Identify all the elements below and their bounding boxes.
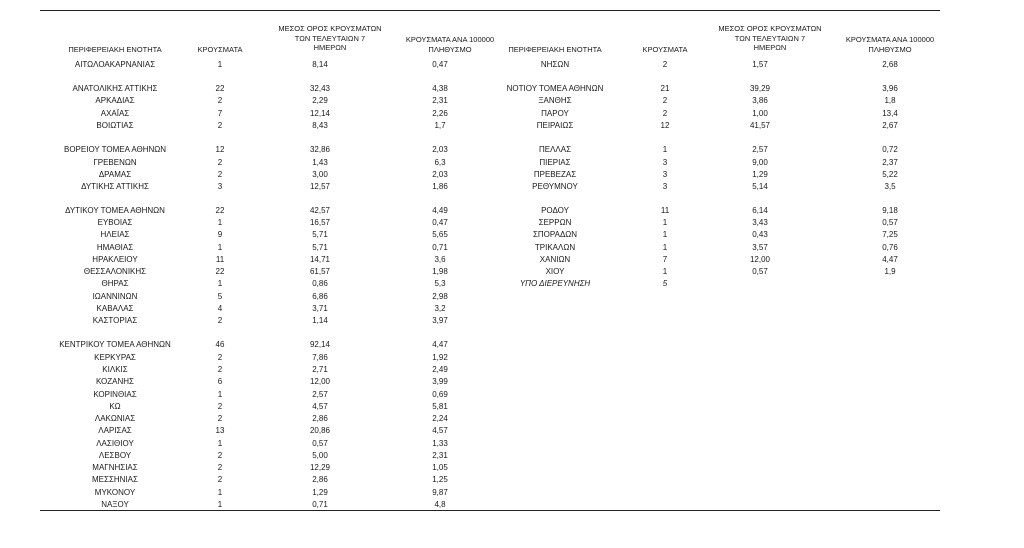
row-cases-per-100000: 2,24 (432, 414, 448, 423)
row-cases-per-100000: 5,81 (432, 402, 448, 411)
row-cases-per-100000: 2,26 (432, 109, 448, 118)
row-seven-day-average: 12,29 (309, 463, 331, 472)
row-seven-day-average: 0,43 (752, 230, 768, 239)
row-region-name: ΑΡΚΑΔΙΑΣ (95, 96, 135, 105)
row-cases-per-100000: 2,98 (432, 292, 448, 301)
row-cases-per-100000: 1,86 (432, 182, 448, 191)
row-region-name: ΠΙΕΡΙΑΣ (539, 158, 571, 167)
row-cases: 1 (217, 218, 223, 227)
row-seven-day-average: 2,86 (312, 475, 328, 484)
row-cases: 1 (217, 60, 223, 69)
row-region-name: ΘΗΡΑΣ (101, 279, 129, 288)
row-cases: 1 (217, 439, 223, 448)
row-cases: 2 (217, 353, 223, 362)
row-region-name: ΑΙΤΩΛΟΑΚΑΡΝΑΝΙΑΣ (74, 60, 156, 69)
row-cases: 13 (215, 426, 225, 435)
row-region-name: ΜΑΓΝΗΣΙΑΣ (92, 463, 138, 472)
row-region-name: ΑΝΑΤΟΛΙΚΗΣ ΑΤΤΙΚΗΣ (72, 84, 158, 93)
row-cases: 2 (217, 316, 223, 325)
row-cases-per-100000: 1,05 (432, 463, 448, 472)
row-cases-per-100000: 2,37 (882, 158, 898, 167)
row-region-name: ΒΟΙΩΤΙΑΣ (96, 121, 134, 130)
row-cases: 1 (217, 488, 223, 497)
left-header-avg (265, 24, 395, 53)
row-cases-per-100000: 0,69 (432, 390, 448, 399)
row-cases-per-100000: 2,49 (432, 365, 448, 374)
row-seven-day-average: 5,71 (312, 230, 328, 239)
row-seven-day-average: 39,29 (749, 84, 771, 93)
right-header-cases: ΚΡΟΥΣΜΑΤΑ (642, 45, 688, 54)
row-region-name: ΝΑΞΟΥ (101, 500, 129, 509)
row-seven-day-average: 0,57 (752, 267, 768, 276)
row-cases: 11 (660, 206, 670, 215)
row-region-name: ΛΕΣΒΟΥ (98, 451, 132, 460)
row-cases-per-100000: 5,22 (882, 170, 898, 179)
row-region-name: ΞΑΝΘΗΣ (538, 96, 572, 105)
row-region-name: ΔΥΤΙΚΗΣ ΑΤΤΙΚΗΣ (81, 182, 149, 191)
row-cases-per-100000: 9,87 (432, 488, 448, 497)
row-seven-day-average: 2,29 (312, 96, 328, 105)
row-cases: 9 (217, 230, 223, 239)
row-cases: 1 (217, 279, 223, 288)
header-per100k-line-2: ΠΛΗΘΥΣΜΟ (428, 44, 472, 54)
row-cases-per-100000: 6,3 (434, 158, 446, 167)
row-seven-day-average: 4,57 (312, 402, 328, 411)
row-region-name: ΠΑΡΟΥ (541, 109, 569, 118)
row-seven-day-average: 1,29 (752, 170, 768, 179)
row-region-name: ΔΥΤΙΚΟΥ ΤΟΜΕΑ ΑΘΗΝΩΝ (65, 206, 165, 215)
row-cases: 5 (662, 279, 668, 288)
row-region-name: ΕΥΒΟΙΑΣ (97, 218, 133, 227)
right-header-region: ΠΕΡΙΦΕΡΕΙΑΚΗ ΕΝΟΤΗΤΑ (508, 45, 602, 54)
row-seven-day-average: 32,43 (309, 84, 331, 93)
row-cases-per-100000: 3,6 (434, 255, 446, 264)
header-avg-line-3: ΗΜΕΡΩΝ (753, 43, 787, 52)
row-seven-day-average: 9,00 (752, 158, 768, 167)
row-seven-day-average: 20,86 (309, 426, 331, 435)
row-seven-day-average: 2,71 (312, 365, 328, 374)
row-cases-per-100000: 7,25 (882, 230, 898, 239)
row-cases-per-100000: 0,76 (882, 243, 898, 252)
row-seven-day-average: 1,14 (312, 316, 328, 325)
row-cases-per-100000: 13,4 (882, 109, 898, 118)
row-region-name: ΥΠΟ ΔΙΕΡΕΥΝΗΣΗ (519, 279, 591, 288)
row-region-name: ΡΕΘΥΜΝΟΥ (532, 182, 578, 191)
row-cases-per-100000: 9,18 (882, 206, 898, 215)
row-region-name: ΓΡΕΒΕΝΩΝ (93, 158, 137, 167)
row-cases-per-100000: 3,97 (432, 316, 448, 325)
row-seven-day-average: 6,86 (312, 292, 328, 301)
row-region-name: ΤΡΙΚΑΛΩΝ (534, 243, 576, 252)
row-seven-day-average: 2,57 (752, 145, 768, 154)
row-cases: 2 (217, 414, 223, 423)
row-cases: 1 (662, 230, 668, 239)
row-seven-day-average: 41,57 (749, 121, 771, 130)
row-region-name: ΔΡΑΜΑΣ (98, 170, 132, 179)
row-cases-per-100000: 1,25 (432, 475, 448, 484)
header-avg-line-2: ΤΩΝ ΤΕΛΕΥΤΑΙΩΝ 7 (734, 33, 806, 43)
row-cases-per-100000: 3,2 (434, 304, 446, 313)
row-cases: 22 (215, 84, 225, 93)
row-seven-day-average: 0,71 (312, 500, 328, 509)
row-seven-day-average: 16,57 (309, 218, 331, 227)
row-seven-day-average: 5,71 (312, 243, 328, 252)
row-cases: 2 (217, 463, 223, 472)
row-cases: 6 (217, 377, 223, 386)
row-seven-day-average: 8,14 (312, 60, 328, 69)
row-cases: 3 (662, 170, 668, 179)
row-region-name: ΠΕΛΛΑΣ (538, 145, 572, 154)
row-seven-day-average: 3,00 (312, 170, 328, 179)
row-seven-day-average: 12,14 (309, 109, 331, 118)
row-seven-day-average: 1,43 (312, 158, 328, 167)
row-cases-per-100000: 0,47 (432, 218, 448, 227)
row-cases-per-100000: 1,9 (884, 267, 896, 276)
row-seven-day-average: 32,86 (309, 145, 331, 154)
row-cases: 22 (215, 206, 225, 215)
row-cases-per-100000: 3,5 (884, 182, 896, 191)
row-cases: 3 (217, 182, 223, 191)
header-avg-line-3: ΗΜΕΡΩΝ (313, 43, 347, 52)
row-seven-day-average: 7,86 (312, 353, 328, 362)
row-cases: 4 (217, 304, 223, 313)
row-cases-per-100000: 1,7 (434, 121, 446, 130)
row-cases-per-100000: 0,71 (432, 243, 448, 252)
row-seven-day-average: 14,71 (309, 255, 331, 264)
header-per100k-line-2: ΠΛΗΘΥΣΜΟ (868, 44, 912, 54)
row-region-name: ΜΕΣΣΗΝΙΑΣ (92, 475, 138, 484)
row-cases: 2 (217, 402, 223, 411)
row-region-name: ΡΟΔΟΥ (541, 206, 569, 215)
row-cases-per-100000: 5,3 (434, 279, 446, 288)
row-cases-per-100000: 4,47 (882, 255, 898, 264)
row-seven-day-average: 92,14 (309, 340, 331, 349)
row-seven-day-average: 0,57 (312, 439, 328, 448)
row-region-name: ΚΩ (109, 402, 121, 411)
row-cases: 12 (660, 121, 670, 130)
row-seven-day-average: 2,86 (312, 414, 328, 423)
row-cases: 1 (217, 390, 223, 399)
row-region-name: ΝΗΣΩΝ (540, 60, 570, 69)
row-cases: 1 (217, 500, 223, 509)
row-cases: 2 (217, 96, 223, 105)
row-cases-per-100000: 4,38 (432, 84, 448, 93)
row-cases-per-100000: 4,49 (432, 206, 448, 215)
row-cases-per-100000: 2,03 (432, 170, 448, 179)
row-cases: 1 (662, 218, 668, 227)
header-avg-line-1: ΜΕΣΟΣ ΟΡΟΣ ΚΡΟΥΣΜΑΤΩΝ (718, 24, 822, 33)
row-seven-day-average: 1,29 (312, 488, 328, 497)
row-cases: 1 (662, 145, 668, 154)
row-seven-day-average: 3,43 (752, 218, 768, 227)
row-region-name: ΑΧΑΪΑΣ (100, 109, 130, 118)
row-cases-per-100000: 4,47 (432, 340, 448, 349)
row-region-name: ΚΑΣΤΟΡΙΑΣ (92, 316, 138, 325)
row-cases-per-100000: 2,31 (432, 96, 448, 105)
row-region-name: ΣΕΡΡΩΝ (538, 218, 572, 227)
row-region-name: ΘΕΣΣΑΛΟΝΙΚΗΣ (83, 267, 147, 276)
row-cases-per-100000: 1,98 (432, 267, 448, 276)
row-cases: 3 (662, 182, 668, 191)
row-cases-per-100000: 4,8 (434, 500, 446, 509)
row-cases-per-100000: 3,96 (882, 84, 898, 93)
row-cases: 5 (217, 292, 223, 301)
row-region-name: ΚΟΖΑΝΗΣ (95, 377, 135, 386)
row-seven-day-average: 8,43 (312, 121, 328, 130)
row-cases: 22 (215, 267, 225, 276)
row-region-name: ΚΙΛΚΙΣ (102, 365, 128, 374)
row-region-name: ΙΩΑΝΝΙΝΩΝ (92, 292, 138, 301)
row-seven-day-average: 5,14 (752, 182, 768, 191)
table-bottom-rule (40, 510, 940, 511)
row-cases: 2 (217, 365, 223, 374)
row-cases: 1 (662, 243, 668, 252)
row-cases: 11 (215, 255, 225, 264)
row-region-name: ΛΑΣΙΘΙΟΥ (96, 439, 134, 448)
row-cases: 7 (217, 109, 223, 118)
row-cases: 2 (662, 60, 668, 69)
row-region-name: ΗΡΑΚΛΕΙΟΥ (92, 255, 138, 264)
row-seven-day-average: 3,71 (312, 304, 328, 313)
row-cases: 1 (662, 267, 668, 276)
row-cases: 2 (662, 109, 668, 118)
row-cases: 7 (662, 255, 668, 264)
row-seven-day-average: 6,14 (752, 206, 768, 215)
row-region-name: ΧΙΟΥ (545, 267, 565, 276)
row-region-name: ΜΥΚΟΝΟΥ (94, 488, 136, 497)
row-cases-per-100000: 5,65 (432, 230, 448, 239)
row-cases: 46 (215, 340, 225, 349)
row-cases-per-100000: 1,92 (432, 353, 448, 362)
header-avg-line-2: ΤΩΝ ΤΕΛΕΥΤΑΙΩΝ 7 (294, 33, 366, 43)
row-region-name: ΗΜΑΘΙΑΣ (96, 243, 134, 252)
row-seven-day-average: 1,00 (752, 109, 768, 118)
header-avg-line-1: ΜΕΣΟΣ ΟΡΟΣ ΚΡΟΥΣΜΑΤΩΝ (278, 24, 382, 33)
row-region-name: ΚΑΒΑΛΑΣ (96, 304, 134, 313)
row-seven-day-average: 12,00 (749, 255, 771, 264)
table-top-rule (40, 10, 940, 11)
row-cases: 2 (217, 451, 223, 460)
header-per100k-line-1: ΚΡΟΥΣΜΑΤΑ ΑΝΑ 100000 (405, 35, 495, 44)
row-region-name: ΠΕΙΡΑΙΩΣ (536, 121, 574, 130)
row-region-name: ΝΟΤΙΟΥ ΤΟΜΕΑ ΑΘΗΝΩΝ (506, 84, 604, 93)
row-cases-per-100000: 3,99 (432, 377, 448, 386)
row-seven-day-average: 61,57 (309, 267, 331, 276)
row-region-name: ΚΟΡΙΝΘΙΑΣ (93, 390, 137, 399)
row-region-name: ΧΑΝΙΩΝ (539, 255, 571, 264)
row-region-name: ΠΡΕΒΕΖΑΣ (533, 170, 577, 179)
row-cases: 2 (217, 475, 223, 484)
row-region-name: ΗΛΕΙΑΣ (100, 230, 130, 239)
row-cases-per-100000: 1,33 (432, 439, 448, 448)
row-region-name: ΣΠΟΡΑΔΩΝ (532, 230, 578, 239)
row-seven-day-average: 3,86 (752, 96, 768, 105)
right-header-per100k (825, 35, 955, 54)
row-cases-per-100000: 1,8 (884, 96, 896, 105)
row-cases: 21 (660, 84, 670, 93)
row-cases-per-100000: 0,72 (882, 145, 898, 154)
row-cases-per-100000: 2,67 (882, 121, 898, 130)
row-seven-day-average: 5,00 (312, 451, 328, 460)
right-header-avg (705, 24, 835, 53)
row-seven-day-average: 12,00 (309, 377, 331, 386)
row-cases-per-100000: 0,47 (432, 60, 448, 69)
row-seven-day-average: 3,57 (752, 243, 768, 252)
row-cases-per-100000: 0,57 (882, 218, 898, 227)
row-seven-day-average: 1,57 (752, 60, 768, 69)
row-region-name: ΛΑΚΩΝΙΑΣ (94, 414, 136, 423)
row-cases: 2 (217, 170, 223, 179)
row-cases: 3 (662, 158, 668, 167)
row-region-name: ΚΕΝΤΡΙΚΟΥ ΤΟΜΕΑ ΑΘΗΝΩΝ (59, 340, 171, 349)
row-seven-day-average: 2,57 (312, 390, 328, 399)
row-seven-day-average: 12,57 (309, 182, 331, 191)
row-cases-per-100000: 2,03 (432, 145, 448, 154)
row-region-name: ΛΑΡΙΣΑΣ (98, 426, 132, 435)
row-cases: 2 (217, 158, 223, 167)
left-header-cases: ΚΡΟΥΣΜΑΤΑ (197, 45, 243, 54)
row-cases: 2 (217, 121, 223, 130)
row-region-name: ΚΕΡΚΥΡΑΣ (94, 353, 136, 362)
row-cases: 12 (215, 145, 225, 154)
row-seven-day-average: 42,57 (309, 206, 331, 215)
row-cases-per-100000: 4,57 (432, 426, 448, 435)
left-header-region: ΠΕΡΙΦΕΡΕΙΑΚΗ ΕΝΟΤΗΤΑ (68, 45, 162, 54)
header-per100k-line-1: ΚΡΟΥΣΜΑΤΑ ΑΝΑ 100000 (845, 35, 935, 44)
row-cases-per-100000: 2,31 (432, 451, 448, 460)
row-cases: 2 (662, 96, 668, 105)
row-seven-day-average: 0,86 (312, 279, 328, 288)
row-cases-per-100000: 2,68 (882, 60, 898, 69)
row-region-name: ΒΟΡΕΙΟΥ ΤΟΜΕΑ ΑΘΗΝΩΝ (63, 145, 167, 154)
row-cases: 1 (217, 243, 223, 252)
